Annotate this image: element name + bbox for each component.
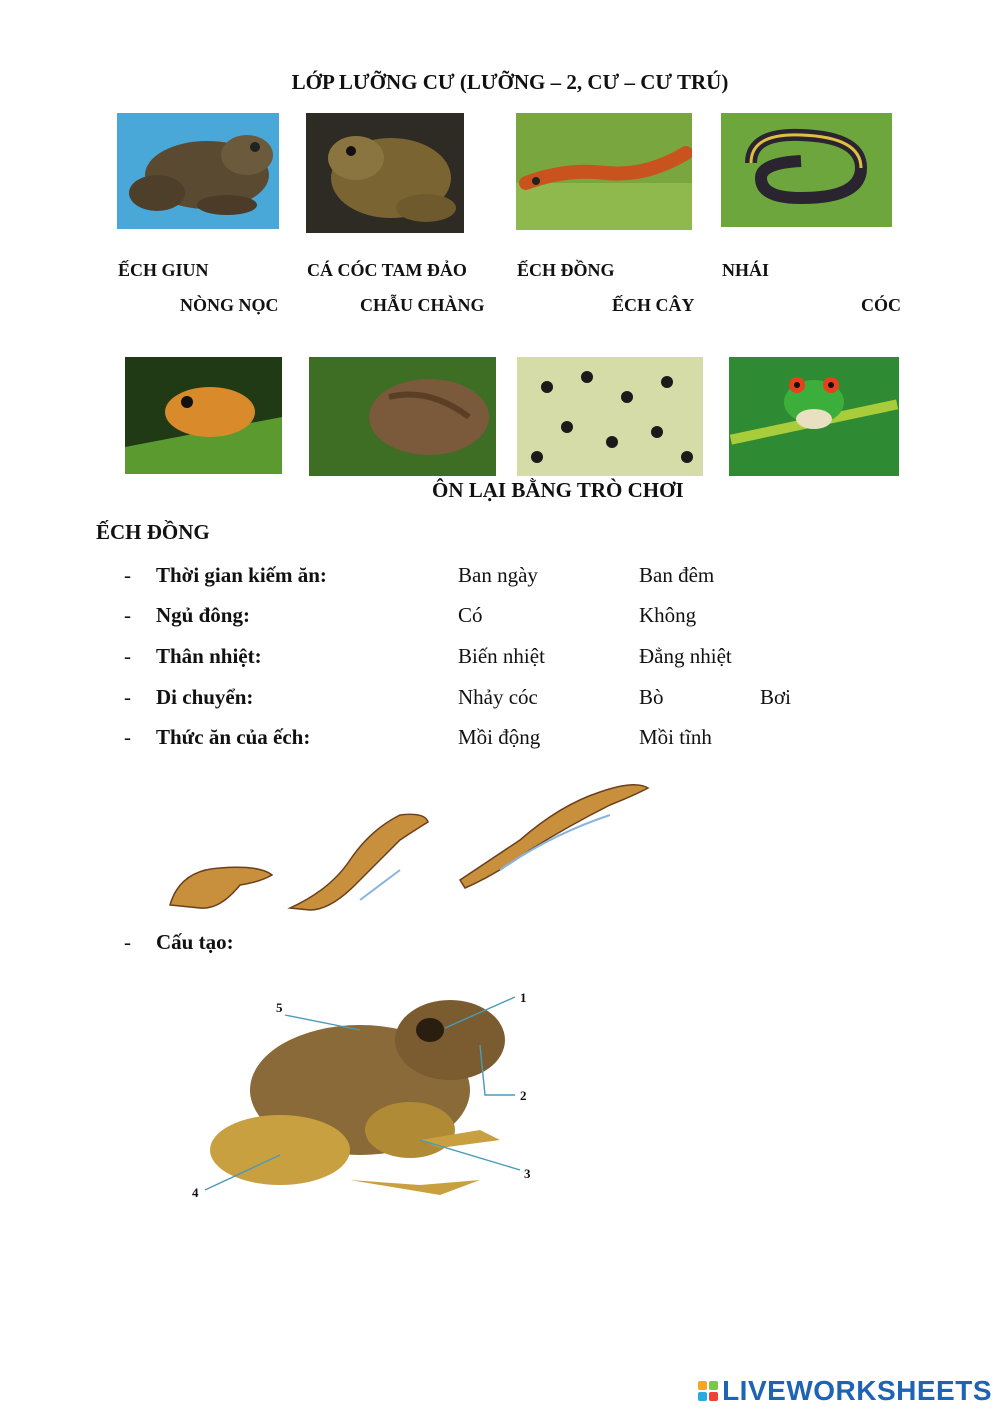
label-nong-noc[interactable]: NÒNG NỌC — [180, 295, 279, 315]
option-nhay-coc[interactable]: Nhảy cóc — [458, 685, 538, 709]
photo-tadpoles — [517, 357, 703, 476]
photo-caecilian — [721, 113, 892, 227]
bullet-dash: - — [124, 685, 131, 709]
bullet-dash: - — [124, 930, 131, 954]
logo-square — [698, 1392, 707, 1401]
question-label: Thời gian kiếm ăn: — [156, 563, 327, 587]
bullet-dash: - — [124, 644, 131, 668]
option-bo[interactable]: Bò — [639, 685, 664, 709]
photo-warty-newt — [306, 113, 464, 233]
frog-jump-illustration — [160, 770, 660, 920]
label-ech-cay[interactable]: ẾCH CÂY — [612, 295, 695, 315]
photo-orange-frog — [125, 357, 282, 474]
option-co[interactable]: Có — [458, 603, 483, 627]
label-ca-coc-tam-dao[interactable]: CÁ CÓC TAM ĐẢO — [307, 260, 467, 280]
question-label: Thức ăn của ếch: — [156, 725, 311, 749]
diagram-label-1: 1 — [520, 990, 527, 1005]
logo-square — [709, 1381, 718, 1390]
brand-text: LIVEWORKSHEETS — [722, 1375, 992, 1406]
label-nhai[interactable]: NHÁI — [722, 260, 770, 280]
option-moi-dong[interactable]: Mồi động — [458, 725, 541, 749]
photo-toad — [117, 113, 279, 229]
diagram-label-5: 5 — [276, 1000, 283, 1015]
photo-tree-frog — [729, 357, 899, 476]
option-boi[interactable]: Bơi — [760, 685, 791, 709]
game-subtitle: ÔN LẠI BẰNG TRÒ CHƠI — [432, 478, 684, 502]
section-heading: ẾCH ĐỒNG — [96, 520, 210, 544]
option-moi-tinh[interactable]: Mồi tĩnh — [639, 725, 712, 749]
diagram-label-3: 3 — [524, 1166, 531, 1181]
option-bien-nhiet[interactable]: Biến nhiệt — [458, 644, 545, 668]
option-khong[interactable]: Không — [639, 603, 697, 627]
question-label: Di chuyển: — [156, 685, 254, 709]
logo-square — [698, 1381, 707, 1390]
option-ban-ngay[interactable]: Ban ngày — [458, 563, 538, 587]
label-ech-dong[interactable]: ẾCH ĐỒNG — [517, 260, 615, 280]
logo-icon — [698, 1381, 718, 1401]
bullet-dash: - — [124, 725, 131, 749]
option-dang-nhiet[interactable]: Đẳng nhiệt — [639, 644, 732, 668]
question-label: Ngủ đông: — [156, 603, 250, 627]
label-coc[interactable]: CÓC — [861, 295, 901, 315]
label-ech-giun[interactable]: ẾCH GIUN — [118, 260, 209, 280]
photo-red-newt — [516, 113, 692, 230]
logo-square — [709, 1392, 718, 1401]
bullet-dash: - — [124, 563, 131, 587]
option-ban-dem[interactable]: Ban đêm — [639, 563, 715, 587]
bullet-dash: - — [124, 603, 131, 627]
frog-anatomy-diagram — [180, 980, 560, 1230]
diagram-label-2: 2 — [520, 1088, 527, 1103]
diagram-label-4: 4 — [192, 1185, 199, 1200]
question-label: Thân nhiệt: — [156, 644, 262, 668]
question-label: Cấu tạo: — [156, 930, 234, 954]
label-chau-chang[interactable]: CHẪU CHÀNG — [360, 295, 485, 315]
photo-bullfrog — [309, 357, 496, 476]
page-title: LỚP LƯỠNG CƯ (LƯỠNG – 2, CƯ – CƯ TRÚ) — [291, 70, 729, 94]
liveworksheets-logo — [698, 1375, 992, 1407]
